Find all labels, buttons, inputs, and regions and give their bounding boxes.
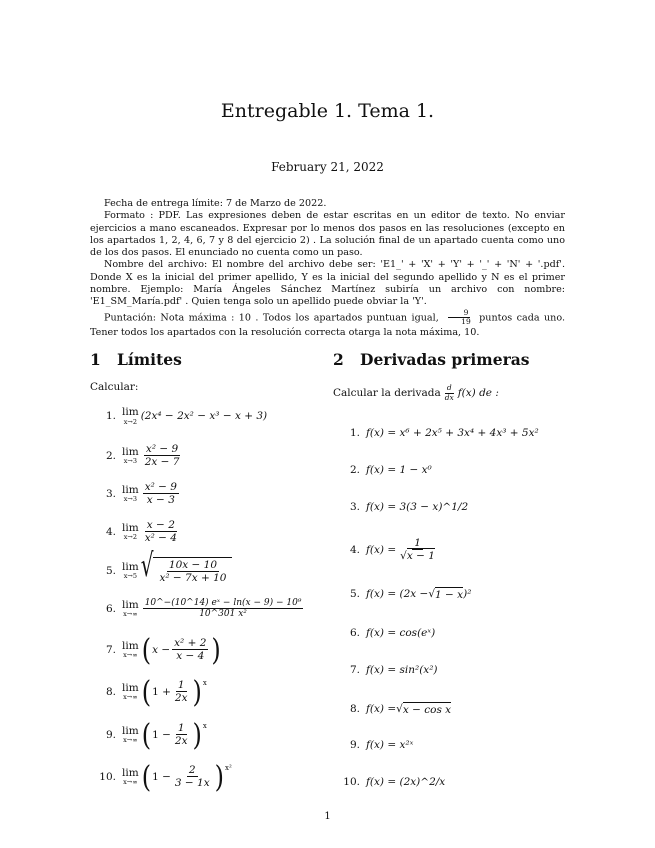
item-number: 4. [349, 543, 360, 556]
fraction-numerator: 2 [188, 764, 196, 776]
derivative-item-6 [340, 627, 435, 639]
limit-item-1 [96, 407, 267, 425]
lim-subscript: x→∞ [123, 693, 138, 702]
item-number: 9. [105, 728, 116, 741]
lim-word: lim [122, 639, 139, 652]
lim-operator [122, 600, 139, 618]
derivative-expression: f(x) = 1 − x⁰ [366, 464, 432, 476]
item-number: 1. [349, 427, 360, 439]
section1-lead: Calcular: [90, 381, 139, 393]
derivative-item-3 [340, 501, 468, 513]
limit-item-7 [96, 632, 222, 668]
derivative-item-9 [340, 739, 413, 751]
fraction-numerator: 10x − 10 [168, 559, 218, 571]
document-date: February 21, 2022 [271, 160, 384, 174]
derivative-expression: f(x) = x²ˣ [366, 739, 414, 751]
item-number: 3. [105, 487, 116, 500]
lim-word: lim [122, 483, 139, 496]
sqrt-symbol: √ [396, 703, 403, 715]
section2-title: Derivadas primeras [360, 350, 530, 369]
fraction-numerator: 9 [448, 309, 471, 319]
fraction-numerator: x − 2 [146, 519, 175, 531]
item-number: 5. [349, 588, 360, 600]
lim-word: lim [122, 406, 139, 418]
lead-text-b: f(x) de : [457, 387, 499, 400]
limit-fraction [143, 443, 182, 468]
derivative-expression: f(x) = 3(3 − x)^1/2 [366, 501, 469, 513]
lim-subscript: x→∞ [123, 778, 138, 787]
lim-subscript: x→5 [123, 572, 137, 581]
derivative-lhs: f(x) = [366, 543, 397, 556]
sqrt-symbol: √ [428, 588, 436, 600]
right-paren: ) [214, 759, 225, 795]
fraction-denominator: √x − 1 [400, 550, 435, 563]
limit-fraction [157, 559, 228, 584]
fraction-denominator: dx [444, 392, 454, 402]
expression-part-a: f(x) = (2x − [366, 588, 429, 600]
lim-subscript: x→∞ [123, 610, 138, 619]
lim-subscript: x→∞ [123, 736, 138, 745]
fraction-numerator: x² + 2 [174, 637, 207, 649]
fraction-numerator: x² − 9 [145, 443, 179, 455]
derivative-fraction [398, 537, 437, 562]
lim-word: lim [122, 598, 139, 611]
item-number: 6. [349, 627, 360, 639]
limit-item-2 [96, 443, 183, 468]
lim-operator [122, 768, 139, 786]
item-number: 5. [105, 564, 116, 577]
derivative-expression: f(x) = cos(eˣ) [366, 627, 436, 639]
lim-word: lim [122, 521, 139, 534]
limit-item-5 [96, 545, 232, 585]
section2-number: 2 [333, 350, 344, 369]
lim-word: lim [122, 681, 139, 694]
limit-fraction [143, 481, 179, 506]
limit-fraction [143, 519, 179, 544]
fraction-denominator: 2x [174, 735, 188, 748]
lead-text-a: Calcular la derivada [333, 387, 441, 400]
lim-operator [122, 726, 139, 744]
radicand: x − 1 [406, 550, 435, 563]
limit-fraction [172, 637, 208, 662]
fraction-numerator: 1 [177, 722, 185, 734]
scoring-fraction [445, 309, 473, 327]
fraction-denominator: x − 4 [176, 650, 205, 663]
scoring-text-b: puntos cada uno. Tener todos los apartados con la resolución correcta otarga la nota máxima, 10. [90, 312, 566, 338]
item-number: 7. [105, 643, 116, 656]
fraction-denominator: 2x [174, 692, 188, 705]
right-paren: ) [211, 632, 221, 668]
lim-operator [122, 641, 139, 659]
derivative-item-4 [340, 537, 439, 562]
lim-subscript: x→2 [123, 533, 137, 542]
fraction-denominator: 3 − 1x [174, 777, 210, 790]
lim-operator [122, 485, 139, 503]
section2-heading [333, 350, 530, 369]
lim-subscript: x→2 [123, 417, 137, 426]
derivative-item-8 [340, 702, 451, 716]
left-paren: ( [141, 759, 152, 795]
limit-item-10 [96, 759, 232, 795]
derivative-expression: f(x) = (2x)^2/x [366, 776, 446, 788]
radicand [153, 557, 232, 584]
limit-item-8 [96, 674, 207, 710]
limit-expression: (2x⁴ − 2x² − x³ − x + 3) [140, 410, 268, 422]
left-paren: ( [141, 632, 152, 668]
fraction-denominator: x − 3 [146, 494, 175, 507]
fraction-numerator: 1 [414, 537, 421, 549]
lim-operator [122, 523, 139, 541]
document-title: Entregable 1. Tema 1. [220, 100, 435, 122]
section1-heading [90, 350, 182, 369]
limit-fraction [173, 679, 190, 704]
radical-sign: √ [140, 545, 154, 585]
exponent: x [202, 722, 207, 730]
left-paren: ( [141, 717, 152, 753]
fraction-numerator: d [446, 383, 452, 392]
limit-item-6 [96, 598, 305, 620]
limit-item-9 [96, 717, 207, 753]
item-number: 3. [349, 501, 360, 513]
lim-word: lim [122, 724, 139, 737]
right-paren: ) [192, 717, 202, 753]
limit-fraction [143, 598, 304, 620]
square-root [140, 545, 233, 585]
lim-operator [122, 447, 139, 465]
item-number: 8. [105, 685, 116, 698]
fraction-denominator: x² − 7x + 10 [159, 572, 227, 585]
lim-operator [122, 683, 139, 701]
page-number: 1 [324, 811, 331, 822]
item-number: 10. [99, 770, 116, 783]
lim-subscript: x→3 [123, 495, 137, 504]
expression-prefix: x − [152, 643, 171, 656]
lim-word: lim [122, 560, 139, 573]
derivative-item-5 [340, 587, 471, 601]
item-number: 2. [105, 449, 116, 462]
derivative-item-10 [340, 776, 445, 788]
section2-lead [333, 384, 499, 402]
intro-format: Formato : PDF. Las expresiones deben de estar escritas en un editor de texto. No enviar ejercicios a mano escaneados. Expresar por lo menos dos pasos en las resoluciones (excepto en los apartados 1, 2, 4, 6, 7 y 8 del ejercicio 2) . La solución final de un apartado cuenta como uno de los dos pasos. El enunciado no cuenta como un paso. [90, 210, 565, 259]
expression-part-b: )² [463, 588, 472, 600]
derivative-item-7 [340, 664, 438, 676]
item-number: 7. [349, 664, 360, 676]
radicand: x − cos x [402, 704, 452, 716]
item-number: 10. [343, 776, 360, 788]
item-number: 2. [349, 464, 360, 476]
fraction-numerator: 10^−(10^14) eˣ − ln(x − 9) − 10⁹ [144, 598, 302, 608]
derivative-lhs: f(x) = [366, 703, 397, 715]
radicand: 1 − x [435, 589, 464, 601]
fraction-denominator: x² − 4 [144, 532, 177, 545]
fraction-denominator: 19 [461, 317, 471, 327]
limit-item-4 [96, 519, 181, 544]
fraction-denominator: 10^301 x² [199, 609, 247, 620]
derivative-item-1 [340, 427, 539, 439]
limit-fraction [173, 764, 212, 789]
lim-operator [122, 562, 139, 580]
limit-fraction [173, 722, 190, 747]
expression-prefix: 1 − [152, 770, 171, 783]
lim-subscript: x→∞ [123, 651, 138, 660]
derivative-expression: f(x) = sin²(x²) [366, 664, 438, 676]
intro-deadline: Fecha de entrega límite: 7 de Marzo de 2022. [104, 198, 327, 209]
item-number: 9. [349, 739, 360, 751]
fraction-numerator: 1 [177, 679, 185, 691]
derivative-operator [443, 384, 456, 402]
intro-scoring [90, 309, 565, 340]
item-number: 1. [105, 410, 116, 422]
derivative-expression: f(x) = x⁶ + 2x⁵ + 3x⁴ + 4x³ + 5x² [366, 427, 539, 439]
lim-operator [122, 407, 139, 425]
lim-word: lim [122, 445, 139, 458]
fraction-denominator: 2x − 7 [144, 456, 180, 469]
exponent: x² [225, 764, 232, 772]
item-number: 6. [105, 602, 116, 615]
right-paren: ) [192, 674, 202, 710]
lim-word: lim [122, 766, 139, 779]
derivative-item-2 [340, 464, 432, 476]
item-number: 4. [105, 525, 116, 538]
section1-number: 1 [90, 350, 101, 369]
item-number: 8. [349, 703, 360, 715]
expression-prefix: 1 + [152, 685, 171, 698]
limit-item-3 [96, 481, 181, 506]
exponent: x [202, 679, 207, 687]
intro-filename: Nombre del archivo: El nombre del archivo debe ser: 'E1_' + 'X' + 'Y' + '_' + 'N' + '.pdf'. Donde X es la inicial del primer apellido, Y es la inicial del segundo apellido y N es el primer nombre. Ejemplo: María Ángeles Sánchez Martínez subiría un archivo con nombre: 'E1_SM_María.pdf' . Quien tenga solo un apellido puede obviar la 'Y'. [90, 259, 565, 308]
scoring-text-a: Puntación: Nota máxima : 10 . Todos los apartados puntuan igual, [104, 312, 439, 324]
section1-title: Límites [117, 350, 182, 369]
lim-subscript: x→3 [123, 457, 137, 466]
expression-prefix: 1 − [152, 728, 171, 741]
fraction-numerator: x² − 9 [144, 481, 177, 493]
intro-text [90, 198, 565, 339]
left-paren: ( [141, 674, 152, 710]
